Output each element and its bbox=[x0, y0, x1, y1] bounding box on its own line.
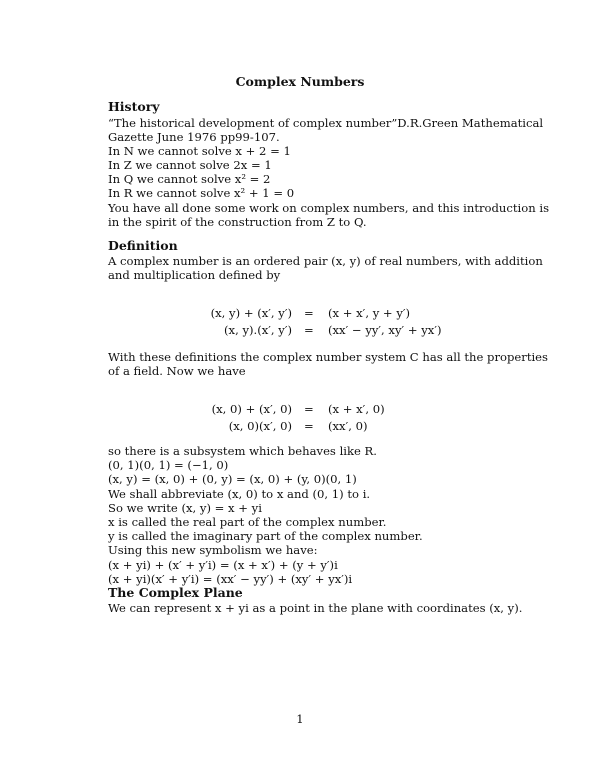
history-heading: History bbox=[108, 99, 160, 114]
complex-plane-line: We can represent x + yi as a point in the plane with coordinates (x, y). bbox=[108, 601, 523, 615]
definition-line: so there is a subsystem which behaves like R. bbox=[108, 444, 377, 458]
definition-line: Using this new symbolism we have: bbox=[108, 543, 318, 557]
definition-line: A complex number is an ordered pair (x, y) of real numbers, with addition bbox=[108, 254, 543, 268]
equation-op: = bbox=[304, 402, 314, 416]
complex-plane-heading: The Complex Plane bbox=[108, 585, 243, 600]
equation-lhs: (x, 0) + (x′, 0) bbox=[211, 402, 292, 416]
equation-op: = bbox=[304, 419, 314, 433]
equation-rhs: (x + x′, 0) bbox=[328, 402, 385, 416]
definition-line: and multiplication defined by bbox=[108, 268, 281, 282]
history-line: in the spirit of the construction from Z to Q. bbox=[108, 215, 367, 229]
history-line: In N we cannot solve x + 2 = 1 bbox=[108, 144, 291, 158]
definition-line: (x + yi)(x′ + y′i) = (xx′ − yy′) + (xy′ + yx′)i bbox=[108, 572, 353, 586]
history-line: You have all done some work on complex numbers, and this introduction is bbox=[108, 201, 550, 215]
history-line: In Z we cannot solve 2x = 1 bbox=[108, 158, 272, 172]
equation-op: = bbox=[304, 306, 314, 320]
equation-lhs: (x, y).(x′, y′) bbox=[224, 323, 292, 337]
definition-line: (0, 1)(0, 1) = (−1, 0) bbox=[108, 458, 229, 472]
page-title: Complex Numbers bbox=[235, 74, 365, 89]
history-line: In Q we cannot solve x² = 2 bbox=[108, 172, 271, 186]
definition-line: We shall abbreviate (x, 0) to x and (0, 1) to i. bbox=[108, 487, 371, 501]
equation-op: = bbox=[304, 323, 314, 337]
equation-rhs: (xx′, 0) bbox=[328, 419, 368, 433]
history-line: “The historical development of complex number”D.R.Green Mathematical bbox=[108, 116, 544, 130]
definition-line: So we write (x, y) = x + yi bbox=[108, 501, 262, 515]
definition-line: (x + yi) + (x′ + y′i) = (x + x′) + (y + y′)i bbox=[108, 558, 338, 572]
definition-line: With these definitions the complex number system C has all the properties bbox=[108, 350, 548, 364]
equation-rhs: (x + x′, y + y′) bbox=[328, 306, 411, 320]
history-line: Gazette June 1976 pp99-107. bbox=[108, 130, 280, 144]
equation-lhs: (x, y) + (x′, y′) bbox=[210, 306, 292, 320]
definition-line: y is called the imaginary part of the complex number. bbox=[108, 529, 423, 543]
definition-line: of a field. Now we have bbox=[108, 364, 246, 378]
equation-rhs: (xx′ − yy′, xy′ + yx′) bbox=[328, 323, 442, 337]
definition-heading: Definition bbox=[108, 238, 178, 253]
page-number: 1 bbox=[296, 712, 304, 726]
history-line: In R we cannot solve x² + 1 = 0 bbox=[108, 186, 295, 200]
definition-line: x is called the real part of the complex number. bbox=[108, 515, 387, 529]
equation-lhs: (x, 0)(x′, 0) bbox=[228, 419, 292, 433]
definition-line: (x, y) = (x, 0) + (0, y) = (x, 0) + (y, 0)(0, 1) bbox=[108, 472, 357, 486]
